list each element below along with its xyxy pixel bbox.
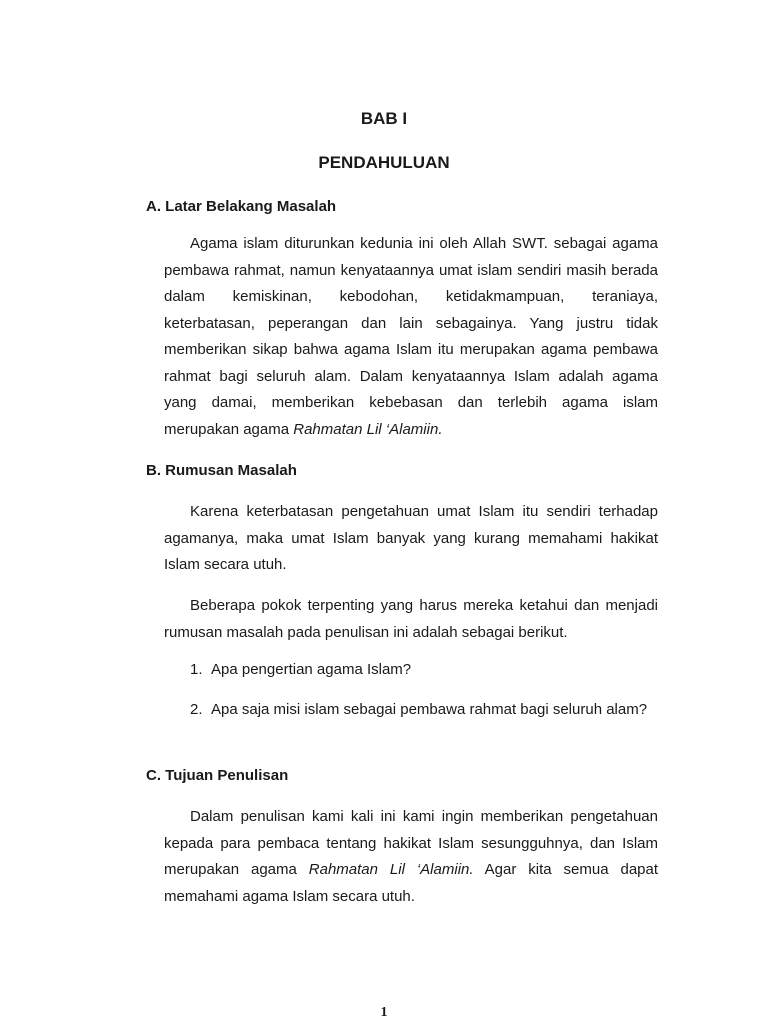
section-a-italic-term: Rahmatan Lil ‘Alamiin. bbox=[293, 420, 443, 438]
list-item-number: 2. bbox=[190, 700, 203, 718]
list-item bbox=[190, 657, 658, 684]
section-c-text-before: Dalam penulisan kami kali ini kami ingin memberikan pengetahuan kepada para pembaca tentang hakikat Islam sesungguhnya, dan Islam merupakan agama bbox=[164, 808, 658, 878]
list-item bbox=[190, 697, 658, 724]
page-number: 1 bbox=[380, 1005, 388, 1020]
section-c-italic-term: Rahmatan Lil ‘Alamiin. bbox=[308, 861, 474, 878]
chapter-number: BAB I bbox=[360, 109, 408, 128]
section-c-heading: C. Tujuan Penulisan bbox=[146, 767, 289, 784]
problem-list bbox=[190, 657, 658, 723]
section-a-paragraph bbox=[164, 231, 658, 443]
section-c-text-after: Agar kita semua dapat memahami agama Islam secara utuh. bbox=[164, 861, 659, 905]
list-item-text: Apa saja misi islam sebagai pembawa rahmat bagi seluruh alam? bbox=[211, 700, 648, 718]
section-a-heading: A. Latar Belakang Masalah bbox=[146, 198, 337, 215]
chapter-title: PENDAHULUAN bbox=[318, 153, 450, 172]
section-b-paragraph-1: Karena keterbatasan pengetahuan umat Islam itu sendiri terhadap agamanya, maka umat Islam banyak yang kurang memahami hakikat Islam secara utuh. bbox=[164, 503, 658, 573]
section-c-paragraph bbox=[164, 804, 658, 910]
list-item-number: 1. bbox=[190, 661, 203, 678]
list-item-text: Apa pengertian agama Islam? bbox=[211, 661, 412, 678]
section-a-text: Agama islam diturunkan kedunia ini oleh Allah SWT. sebagai agama pembawa rahmat, namun kenyataannya umat islam sendiri masih berada dalam kemiskinan, kebodohan, ketidakmampuan, teraniaya, keterbatasan, peperangan dan lain sebagainya. Yang justru tidak memberikan sikap bahwa agama Islam itu merupakan agama pembawa rahmat bagi seluruh alam. Dalam kenyataannya Islam adalah agama yang damai, memberikan kebebasan dan terlebih agama islam merupakan agama bbox=[164, 235, 658, 438]
section-b-paragraph-2: Beberapa pokok terpenting yang harus mereka ketahui dan menjadi rumusan masalah pada penulisan ini adalah sebagai berikut. bbox=[164, 597, 658, 641]
section-b-heading: B. Rumusan Masalah bbox=[146, 462, 297, 479]
